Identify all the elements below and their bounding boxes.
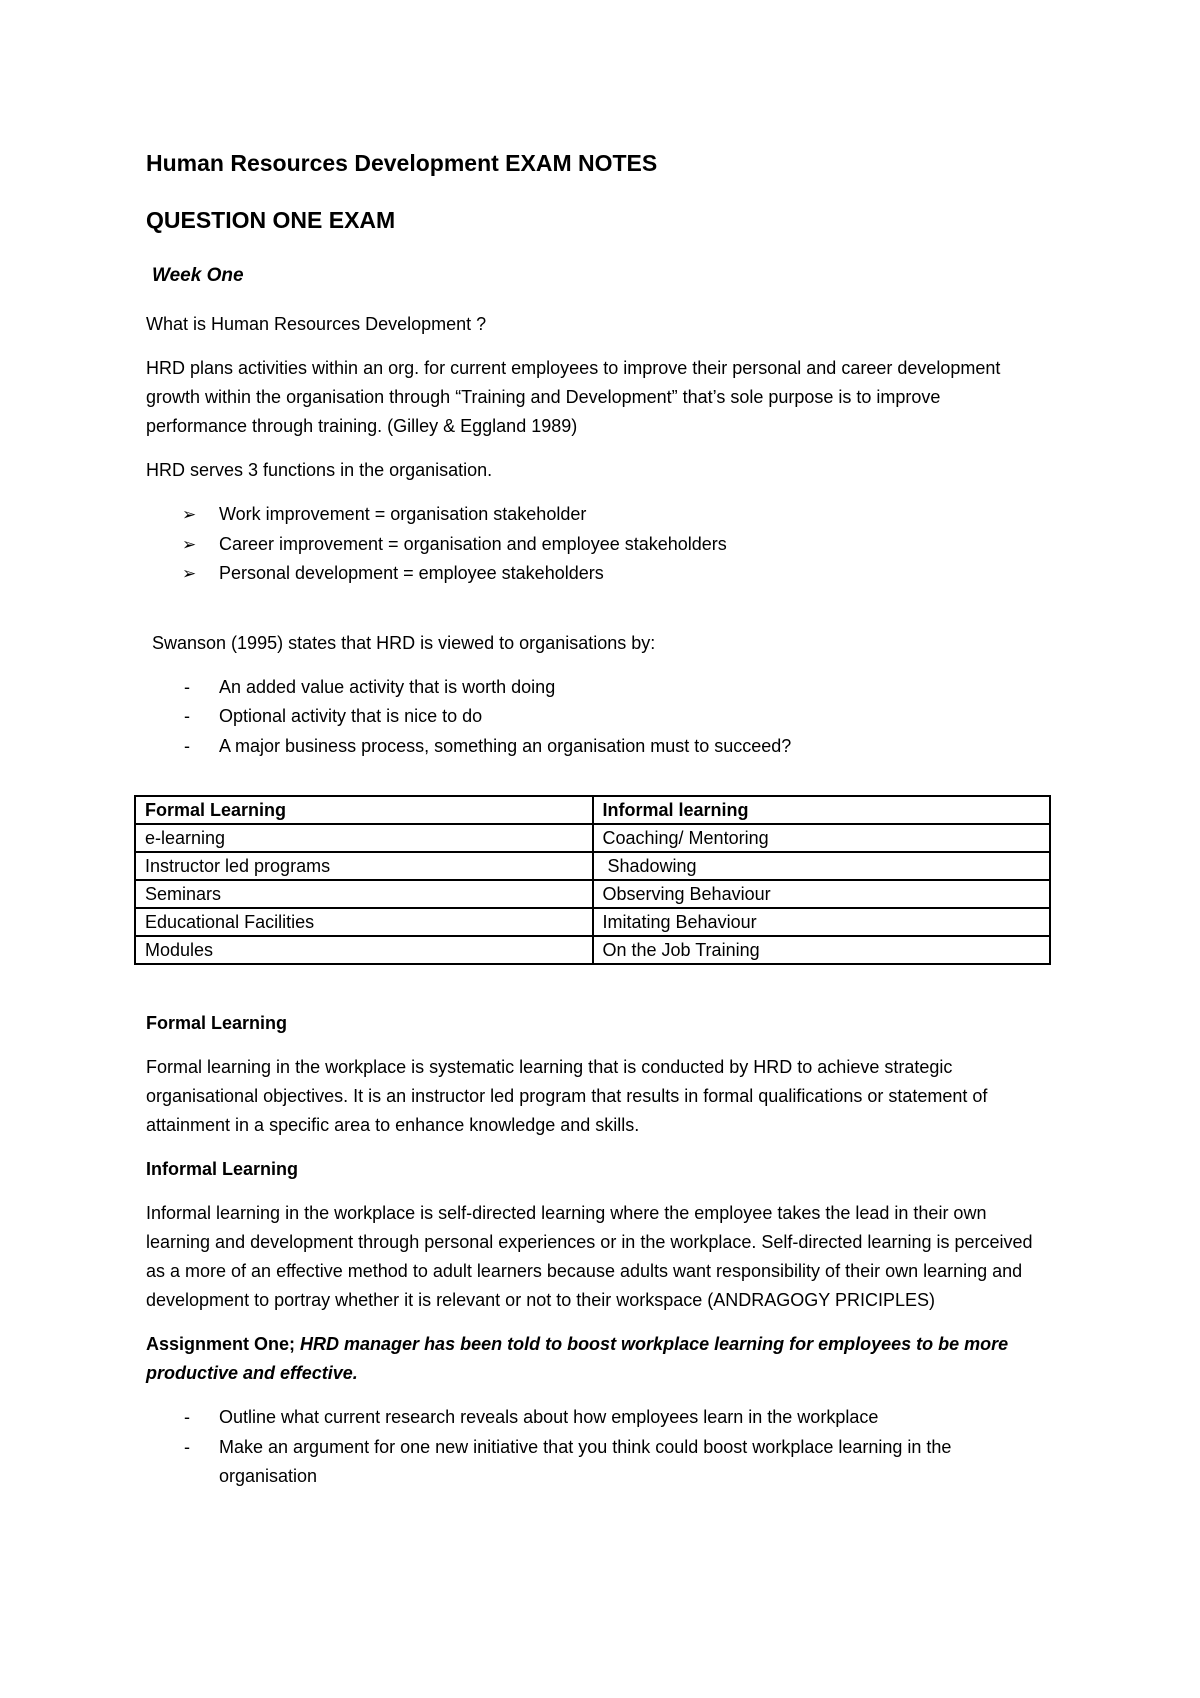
table-cell: Seminars: [135, 880, 593, 908]
list-item: - Make an argument for one new initiative that you think could boost workplace learning in the organisation: [146, 1433, 1046, 1492]
table-header-cell: Formal Learning: [135, 796, 593, 824]
swanson-intro: Swanson (1995) states that HRD is viewed to organisations by:: [152, 632, 656, 653]
question-heading: QUESTION ONE EXAM: [146, 207, 396, 233]
dash-bullet: -: [184, 735, 190, 756]
table-row: [135, 852, 1050, 880]
document-body: [146, 148, 1046, 1492]
table-cell: Shadowing: [593, 852, 1051, 880]
list-item: ➢ Work improvement = organisation stakeholder: [146, 500, 1046, 530]
table-cell: Instructor led programs: [135, 852, 593, 880]
dash-bullet: -: [184, 1436, 190, 1457]
assignment-label: Assignment One;: [146, 1334, 301, 1354]
table-row: [135, 936, 1050, 964]
informal-learning-heading: Informal Learning: [146, 1159, 299, 1179]
informal-learning-text: Informal learning in the workplace is self-directed learning where the employee takes the lead in their own learning and development through personal experiences or in the workplace. Self-directed learning is perceived as a more of an effective method to adult learners because adults want responsibility of their own learning and development to portray whether it is relevant or not to their workspace (ANDRAGOGY PRICIPLES): [146, 1203, 1033, 1310]
formal-learning-heading: Formal Learning: [146, 1013, 288, 1033]
functions-list: [146, 500, 1046, 589]
table-cell: Coaching/ Mentoring: [593, 824, 1051, 852]
table-cell: Modules: [135, 936, 593, 964]
formal-learning-text: Formal learning in the workplace is systematic learning that is conducted by HRD to achieve strategic organisational objectives. It is an instructor led program that results in formal qualifications or statement of attainment in a specific area to enhance knowledge and skills.: [146, 1057, 988, 1135]
dash-bullet: -: [184, 676, 190, 697]
dash-bullet: -: [184, 706, 190, 726]
table-cell: Educational Facilities: [135, 908, 593, 936]
table-header-cell: Informal learning: [593, 796, 1051, 824]
table-cell: Imitating Behaviour: [593, 908, 1051, 936]
list-item: ➢ Career improvement = organisation and employee stakeholders: [146, 530, 1046, 560]
table-cell: Observing Behaviour: [593, 880, 1051, 908]
assignment-text: HRD manager has been told to boost workplace learning for employees to be more productive and effective.: [146, 1334, 1009, 1383]
document-title: Human Resources Development EXAM NOTES: [146, 150, 658, 176]
swanson-list: [146, 673, 1046, 762]
dash-bullet: -: [184, 1407, 190, 1427]
table-cell: e-learning: [135, 824, 593, 852]
table-row: [135, 824, 1050, 852]
assignment-prompt: [146, 1330, 1046, 1388]
table-cell: On the Job Training: [593, 936, 1051, 964]
arrow-bullet-icon: ➢: [182, 564, 197, 583]
functions-intro: HRD serves 3 functions in the organisation.: [146, 460, 493, 480]
list-item: - A major business process, something an organisation must to succeed?: [146, 732, 1046, 762]
table-row: [135, 908, 1050, 936]
table-row: [135, 880, 1050, 908]
arrow-bullet-icon: ➢: [182, 505, 197, 524]
table-header-row: [135, 796, 1050, 824]
question-what-is-hrd: What is Human Resources Development ?: [146, 314, 487, 334]
hrd-definition: HRD plans activities within an org. for current employees to improve their personal and career development growth within the organisation through “Training and Development” that’s sole purpose is to improve performance through training. (Gilley & Eggland 1989): [146, 358, 1001, 436]
list-item: - An added value activity that is worth doing: [146, 673, 1046, 703]
arrow-bullet-icon: ➢: [182, 534, 197, 554]
list-item: - Optional activity that is nice to do: [146, 702, 1046, 732]
list-item: ➢ Personal development = employee stakeholders: [146, 559, 1046, 589]
list-item: - Outline what current research reveals about how employees learn in the workplace: [146, 1403, 1046, 1433]
learning-table: [134, 795, 1051, 965]
assignment-list: [146, 1403, 1046, 1492]
week-heading: Week One: [152, 265, 244, 286]
